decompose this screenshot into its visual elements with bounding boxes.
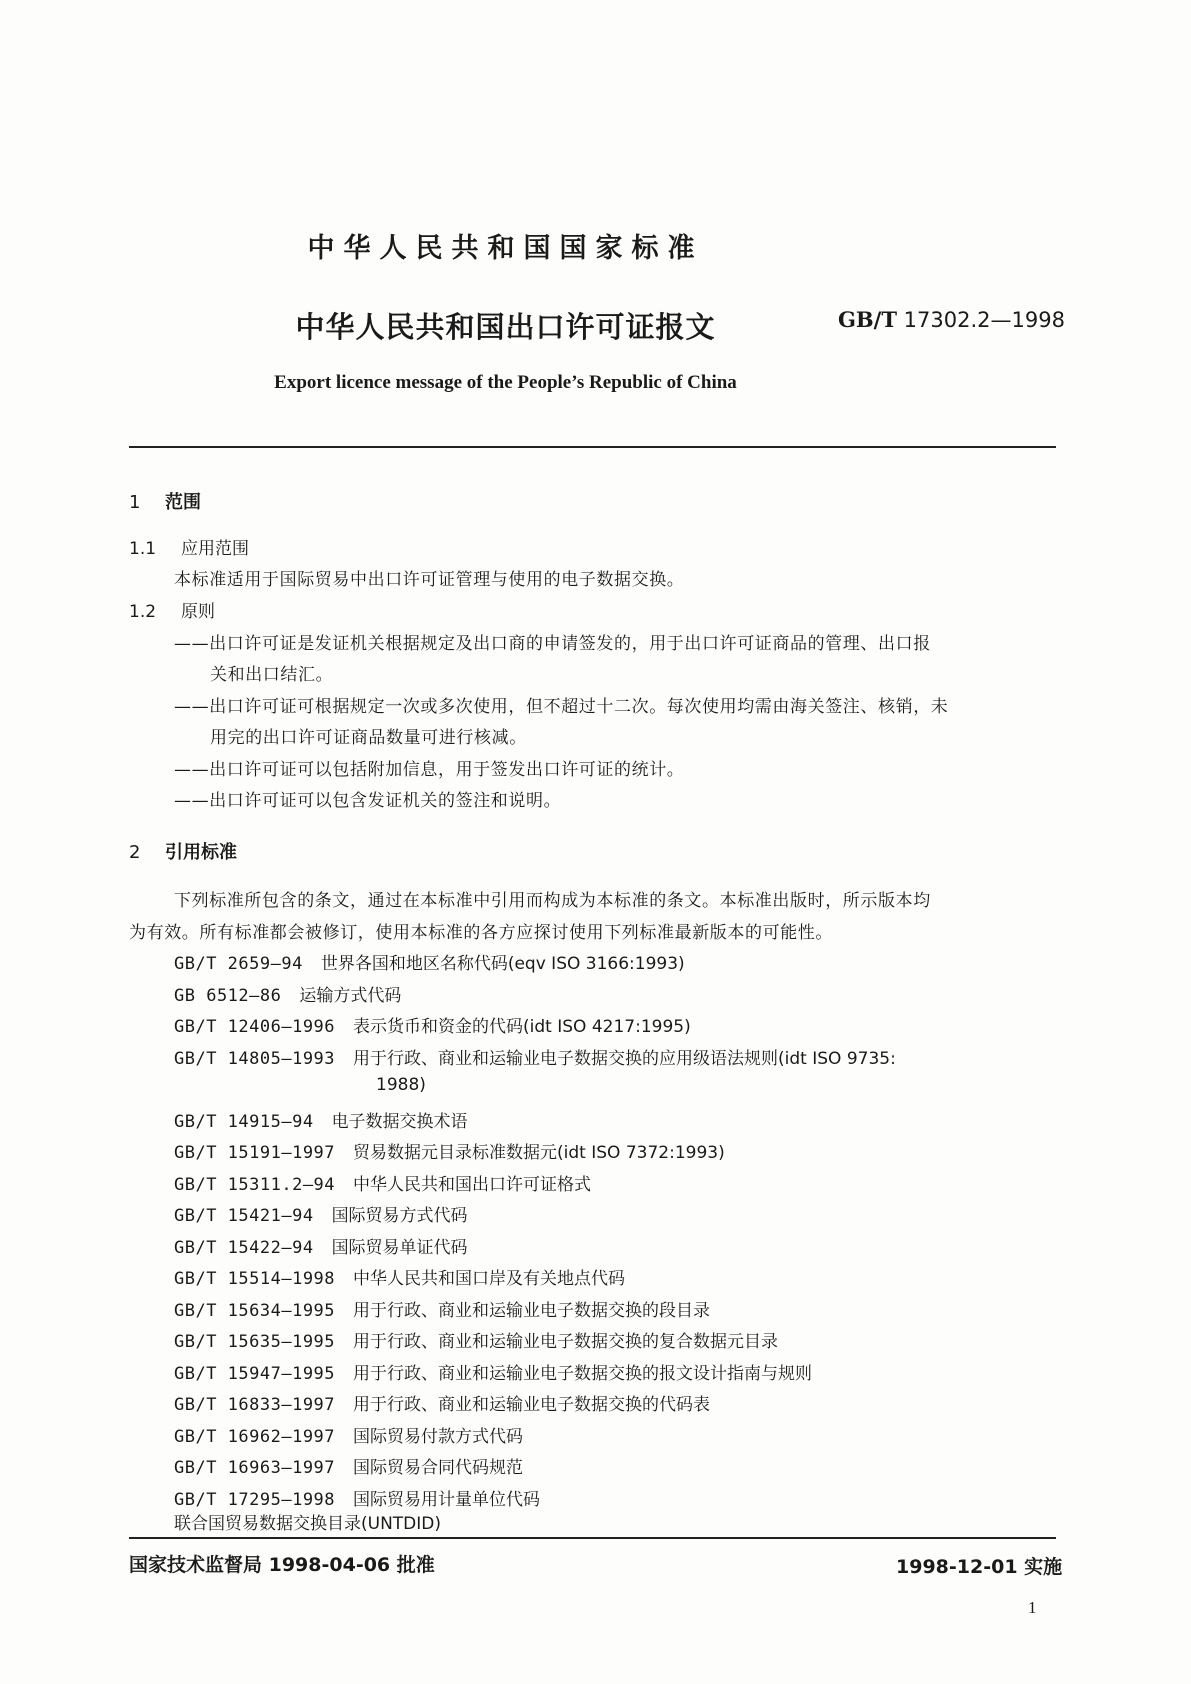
reference-title: 中华人民共和国口岸及有关地点代码 — [353, 1269, 626, 1289]
implementation-date: 1998-12-01 实施 — [896, 1556, 1063, 1578]
clause-title: 应用范围 — [181, 539, 249, 559]
reference-title: 用于行政、商业和运输业电子数据交换的代码表 — [353, 1395, 711, 1415]
clause-title: 原则 — [181, 602, 215, 622]
reference-item — [174, 1422, 523, 1447]
section-number: 2 — [129, 842, 141, 863]
reference-code: GB/T 14805—1993 — [174, 1049, 336, 1069]
reference-title: 国际贸易合同代码规范 — [353, 1458, 524, 1478]
reference-item — [174, 1359, 812, 1384]
section-number: 1 — [129, 492, 141, 513]
references-intro-line1: 下列标准所包含的条文，通过在本标准中引用而构成为本标准的条文。本标准出版时，所示版本均 — [174, 891, 931, 911]
reference-title: 国际贸易方式代码 — [331, 1206, 468, 1226]
reference-item — [174, 1264, 625, 1289]
document-title-en: Export licence message of the People’s Republic of China — [274, 372, 737, 393]
reference-code: GB/T 12406—1996 — [174, 1017, 336, 1037]
reference-item — [174, 1170, 591, 1195]
principle-item-1-line1: ——出口许可证是发证机关根据规定及出口商的申请签发的，用于出口许可证商品的管理、出口报 — [174, 634, 931, 654]
clause-1-1-heading — [129, 534, 249, 559]
reference-code: GB/T 16962—1997 — [174, 1427, 336, 1447]
reference-item — [174, 1138, 725, 1163]
section-title: 引用标准 — [165, 842, 237, 863]
reference-title: 世界各国和地区名称代码(eqv ISO 3166:1993) — [320, 954, 685, 974]
reference-code: GB/T 15311.2—94 — [174, 1175, 336, 1195]
reference-code: GB/T 15191—1997 — [174, 1143, 336, 1163]
standard-prefix: GB/T — [838, 307, 897, 332]
principle-item-2-line2: 用完的出口许可证商品数量可进行核减。 — [210, 728, 527, 748]
clause-number: 1.1 — [129, 539, 157, 559]
reference-title: 国际贸易单证代码 — [331, 1238, 468, 1258]
reference-title: 国际贸易用计量单位代码 — [353, 1490, 541, 1510]
reference-item — [174, 1327, 778, 1352]
reference-item — [174, 1453, 523, 1478]
reference-item — [174, 1296, 710, 1321]
reference-item — [174, 1201, 468, 1226]
reference-title: 用于行政、商业和运输业电子数据交换的复合数据元目录 — [353, 1332, 779, 1352]
page-number: 1 — [1028, 1598, 1037, 1617]
principle-item-4: ——出口许可证可以包含发证机关的签注和说明。 — [174, 791, 562, 811]
reference-code: GB/T 14915—94 — [174, 1112, 314, 1132]
reference-code: GB/T 16963—1997 — [174, 1458, 336, 1478]
reference-code: GB/T 15422—94 — [174, 1238, 314, 1258]
reference-item — [174, 1485, 540, 1510]
reference-title: 运输方式代码 — [299, 986, 402, 1006]
reference-item — [174, 1044, 896, 1069]
reference-code: GB/T 2659—94 — [174, 954, 303, 974]
reference-code: GB/T 17295—1998 — [174, 1490, 336, 1510]
reference-item — [174, 1390, 710, 1415]
standard-number-value: 17302.2—1998 — [903, 308, 1065, 332]
principle-item-2-line1: ——出口许可证可根据规定一次或多次使用，但不超过十二次。每次使用均需由海关签注、核销，未 — [174, 697, 949, 717]
section-title: 范围 — [165, 492, 201, 513]
reference-code: GB/T 15514—1998 — [174, 1269, 336, 1289]
footer-divider — [129, 1537, 1056, 1539]
reference-item-untdid: 联合国贸易数据交换目录(UNTDID) — [174, 1514, 442, 1534]
standard-number — [838, 307, 1065, 332]
reference-code: GB/T 15421—94 — [174, 1206, 314, 1226]
approval-statement: 国家技术监督局 1998-04-06 批准 — [129, 1554, 435, 1576]
reference-item — [174, 981, 401, 1006]
clause-number: 1.2 — [129, 602, 157, 622]
reference-title-continuation: 1988) — [376, 1075, 426, 1095]
principle-item-1-line2: 关和出口结汇。 — [210, 665, 334, 685]
reference-code: GB/T 15634—1995 — [174, 1301, 336, 1321]
references-intro-line2: 为有效。所有标准都会被修订，使用本标准的各方应探讨使用下列标准最新版本的可能性。 — [129, 923, 833, 943]
reference-code: GB 6512—86 — [174, 986, 282, 1006]
reference-item — [174, 949, 685, 974]
section-1-heading — [129, 488, 201, 514]
reference-title: 国际贸易付款方式代码 — [353, 1427, 524, 1447]
reference-title: 表示货币和资金的代码(idt ISO 4217:1995) — [353, 1017, 691, 1037]
header-divider — [129, 446, 1056, 448]
reference-item — [174, 1233, 468, 1258]
reference-title: 用于行政、商业和运输业电子数据交换的报文设计指南与规则 — [353, 1364, 813, 1384]
reference-title: 电子数据交换术语 — [331, 1112, 468, 1132]
reference-code: GB/T 15635—1995 — [174, 1332, 336, 1352]
reference-item — [174, 1107, 468, 1132]
reference-title: 用于行政、商业和运输业电子数据交换的应用级语法规则(idt ISO 9735: — [353, 1049, 896, 1069]
reference-title: 用于行政、商业和运输业电子数据交换的段目录 — [353, 1301, 711, 1321]
principle-item-3: ——出口许可证可以包括附加信息，用于签发出口许可证的统计。 — [174, 760, 685, 780]
reference-code: GB/T 15947—1995 — [174, 1364, 336, 1384]
reference-title: 贸易数据元目录标准数据元(idt ISO 7372:1993) — [353, 1143, 725, 1163]
clause-1-1-text: 本标准适用于国际贸易中出口许可证管理与使用的电子数据交换。 — [174, 570, 685, 590]
document-title-cn: 中华人民共和国出口许可证报文 — [295, 310, 716, 344]
clause-1-2-heading — [129, 597, 215, 622]
reference-code: GB/T 16833—1997 — [174, 1395, 336, 1415]
standard-type-heading: 中华人民共和国国家标准 — [307, 233, 704, 264]
reference-title: 中华人民共和国出口许可证格式 — [353, 1175, 592, 1195]
section-2-heading — [129, 838, 237, 864]
reference-item — [174, 1012, 691, 1037]
